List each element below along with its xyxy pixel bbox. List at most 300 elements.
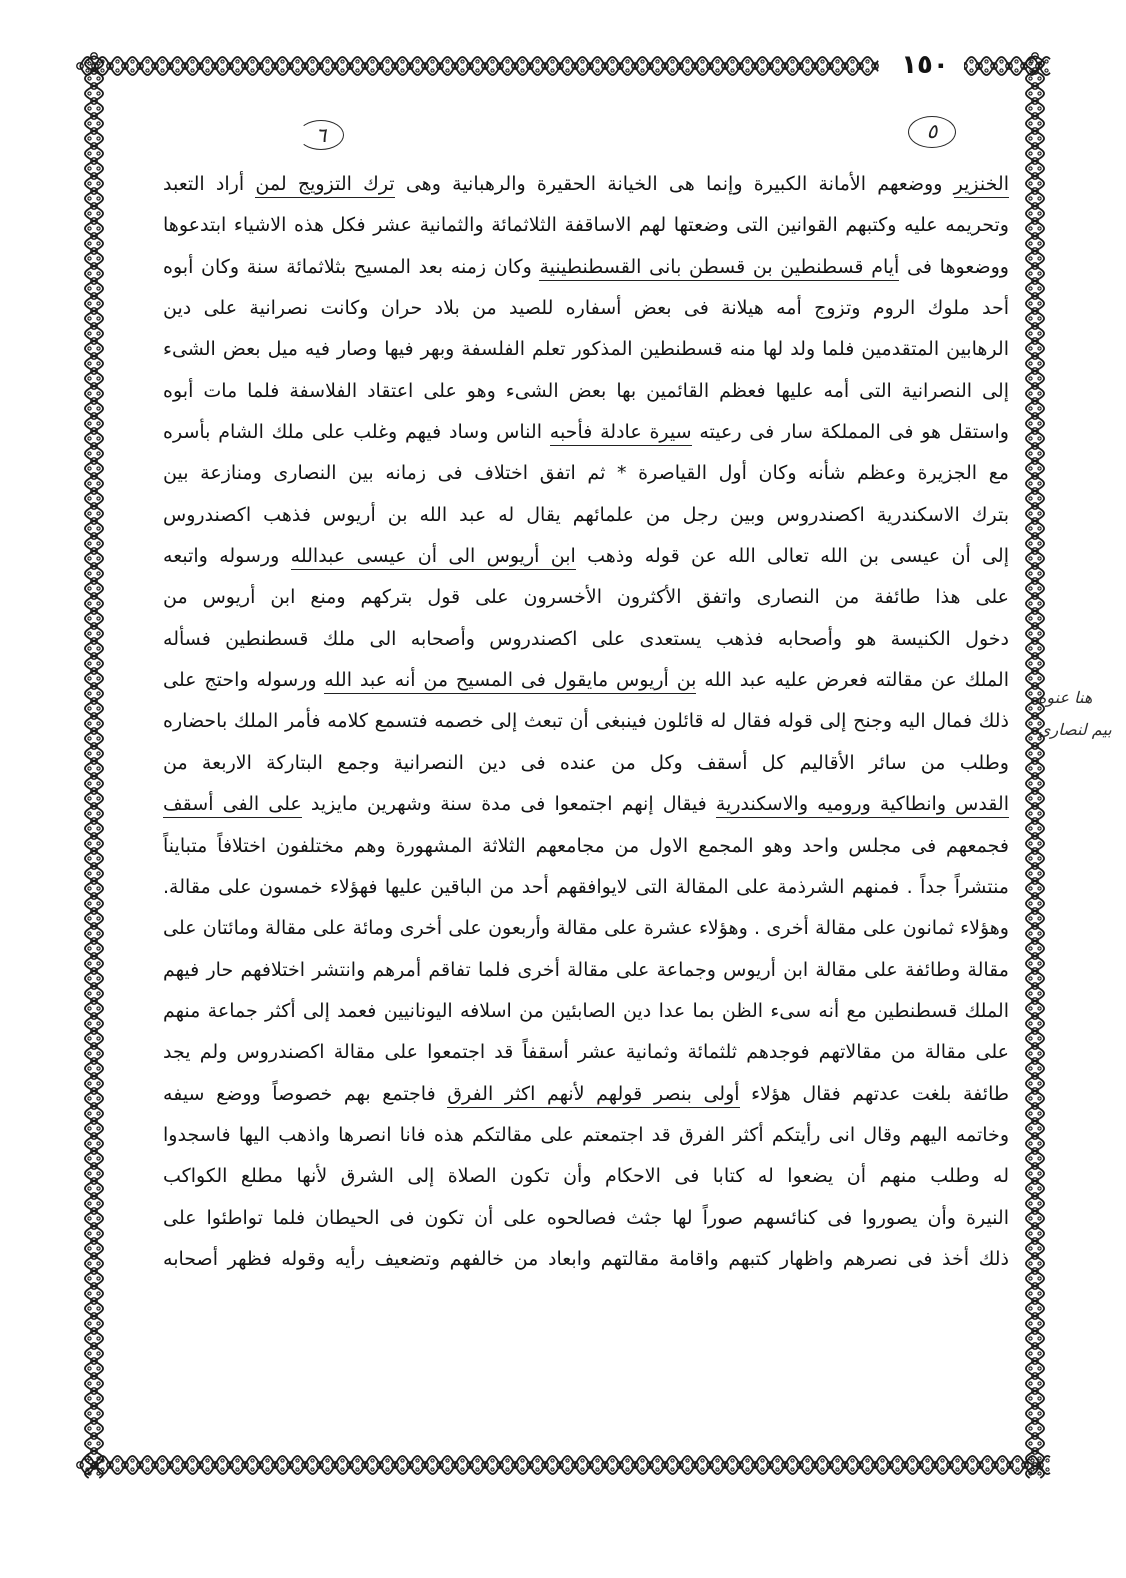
text-line bbox=[163, 247, 1009, 288]
border-bottom-curl bbox=[866, 1459, 869, 1462]
text-segment: أراد التعبد bbox=[163, 173, 256, 195]
text-segment: على هذا طائفة من النصارى واتفق الأكثرون الأخسرون على قول بتركهم ومنع ابن أريوس من bbox=[163, 586, 1009, 609]
border-right-curl bbox=[1038, 1202, 1041, 1205]
border-right-curl bbox=[1029, 182, 1032, 185]
border-top-curl bbox=[626, 60, 629, 63]
border-right-curl bbox=[1038, 107, 1041, 110]
border-top-curl bbox=[146, 60, 149, 63]
border-bottom-curl bbox=[566, 1468, 569, 1471]
border-right-curl bbox=[1038, 1352, 1041, 1355]
border-left-curl bbox=[97, 677, 100, 680]
text-segment: الناس وساد فيهم وغلب على ملك الشام بأسره bbox=[163, 421, 550, 444]
border-left-curl bbox=[97, 257, 100, 260]
border-top-curl bbox=[970, 69, 973, 72]
border-right-curl bbox=[1029, 1247, 1032, 1250]
border-right-curl bbox=[1038, 947, 1041, 950]
border-bottom-curl bbox=[521, 1459, 524, 1462]
border-left-curl bbox=[97, 497, 100, 500]
border-left-curl bbox=[97, 167, 100, 170]
border-left-curl bbox=[88, 1412, 91, 1415]
border-right-curl bbox=[1038, 1052, 1041, 1055]
border-right-curl bbox=[1029, 977, 1032, 980]
underlined-text: سيرة عادلة فأحبه bbox=[550, 421, 692, 446]
text-segment: فيقال إنهم اجتمعوا فى مدة سنة وشهرين مايزيد bbox=[301, 793, 716, 816]
text-segment: ووضعهم الأمانة الكبيرة وإنما هى الخيانة الحقيرة والرهبانية وهى bbox=[394, 173, 954, 195]
border-top-curl bbox=[401, 69, 404, 72]
border-bottom-curl bbox=[566, 1459, 569, 1462]
border-left-curl bbox=[88, 1172, 91, 1175]
border-bottom-curl bbox=[701, 1459, 704, 1462]
border-right-curl bbox=[1038, 287, 1041, 290]
border-top-curl bbox=[746, 60, 749, 63]
text-segment: على مقالة من مقالاتهم فوجدهم ثلثمائة وثمانية عشر أسقفاً قد اجتمعوا على مقالة اكصندروس ولم يجد bbox=[163, 1041, 1009, 1064]
border-left-curl bbox=[88, 722, 91, 725]
border-right-curl bbox=[1038, 917, 1041, 920]
border-left-curl bbox=[97, 77, 100, 80]
border-right-curl bbox=[1038, 887, 1041, 890]
border-right-curl bbox=[1029, 1097, 1032, 1100]
text-segment: ذلك أخذ فى نصرهم واظهار كتبهم واقامة مقالتهم وابعاد من خالفهم وتضعيف رأيه وقوله فظهر أصحابه bbox=[163, 1247, 1009, 1270]
border-bottom-curl bbox=[116, 1468, 119, 1471]
border-bottom-curl bbox=[881, 1468, 884, 1471]
border-top-curl bbox=[236, 60, 239, 63]
border-bottom-curl bbox=[146, 1468, 149, 1471]
border-bottom-curl bbox=[401, 1468, 404, 1471]
border-right-curl bbox=[1038, 1472, 1041, 1475]
border-bottom-curl bbox=[836, 1468, 839, 1471]
border-right-curl bbox=[1038, 167, 1041, 170]
border-left-curl bbox=[88, 767, 91, 770]
border-bottom-curl bbox=[131, 1459, 134, 1462]
border-bottom-curl bbox=[236, 1468, 239, 1471]
border-bottom-curl bbox=[821, 1468, 824, 1471]
border-right-curl bbox=[1038, 1157, 1041, 1160]
border-top-curl bbox=[566, 69, 569, 72]
border-left-curl bbox=[88, 92, 91, 95]
text-line bbox=[163, 701, 1009, 742]
border-left-curl bbox=[88, 272, 91, 275]
border-top-curl bbox=[731, 60, 734, 63]
border-left-curl bbox=[97, 152, 100, 155]
border-left-curl bbox=[88, 362, 91, 365]
border-right-curl bbox=[1038, 1067, 1041, 1070]
border-right-curl bbox=[1038, 77, 1041, 80]
border-right-curl bbox=[1029, 317, 1032, 320]
border-left-curl bbox=[88, 1097, 91, 1100]
text-line bbox=[163, 495, 1009, 536]
border-right-curl bbox=[1029, 557, 1032, 560]
border-right-curl bbox=[1029, 302, 1032, 305]
border-left-curl bbox=[88, 1127, 91, 1130]
border-left-curl bbox=[88, 242, 91, 245]
border-left-curl bbox=[97, 182, 100, 185]
border-left-curl bbox=[97, 332, 100, 335]
border-left-curl bbox=[97, 857, 100, 860]
margin-note-line: بيم لنصارى bbox=[1038, 720, 1112, 739]
border-left-curl bbox=[97, 377, 100, 380]
border-left-curl bbox=[88, 422, 91, 425]
border-bottom-curl bbox=[176, 1459, 179, 1462]
border-top-curl bbox=[401, 60, 404, 63]
border-left-curl bbox=[88, 1367, 91, 1370]
border-bottom-curl bbox=[731, 1459, 734, 1462]
border-left-curl bbox=[88, 782, 91, 785]
border-top-curl bbox=[1045, 69, 1048, 72]
border-left-curl bbox=[88, 632, 91, 635]
border-left-curl bbox=[97, 1352, 100, 1355]
border-bottom-curl bbox=[191, 1459, 194, 1462]
border-left-curl bbox=[97, 437, 100, 440]
border-left-curl bbox=[88, 287, 91, 290]
border-top-curl bbox=[581, 69, 584, 72]
border-left-curl bbox=[88, 1427, 91, 1430]
border-top-curl bbox=[161, 69, 164, 72]
border-left-curl bbox=[97, 707, 100, 710]
border-left-curl bbox=[88, 62, 91, 65]
border-right-curl bbox=[1038, 587, 1041, 590]
border-top-curl bbox=[506, 60, 509, 63]
border-bottom-curl bbox=[641, 1468, 644, 1471]
border-top-curl bbox=[86, 69, 89, 72]
border-left-curl bbox=[88, 827, 91, 830]
border-bottom-curl bbox=[716, 1468, 719, 1471]
border-top-curl bbox=[476, 60, 479, 63]
text-line bbox=[163, 1032, 1009, 1073]
border-right-curl bbox=[1029, 542, 1032, 545]
border-right-curl bbox=[1029, 1127, 1032, 1130]
border-left-curl bbox=[97, 917, 100, 920]
border-bottom-curl bbox=[641, 1459, 644, 1462]
border-left-curl bbox=[88, 77, 91, 80]
border-left-curl bbox=[88, 1112, 91, 1115]
border-bottom-curl bbox=[326, 1459, 329, 1462]
text-line bbox=[163, 288, 1009, 329]
border-left-curl bbox=[97, 932, 100, 935]
border-left-curl bbox=[97, 197, 100, 200]
border-right-curl bbox=[1038, 962, 1041, 965]
border-left-curl bbox=[97, 1007, 100, 1010]
border-left-curl bbox=[88, 437, 91, 440]
border-top-curl bbox=[731, 69, 734, 72]
border-top-curl bbox=[446, 60, 449, 63]
border-left-curl bbox=[88, 962, 91, 965]
border-right-curl bbox=[1029, 1037, 1032, 1040]
border-left-curl bbox=[97, 1202, 100, 1205]
border-top-curl bbox=[686, 69, 689, 72]
border-right-curl bbox=[1038, 1292, 1041, 1295]
border-bottom-curl bbox=[941, 1459, 944, 1462]
border-top-curl bbox=[806, 60, 809, 63]
border-left-curl bbox=[97, 452, 100, 455]
border-top-curl bbox=[716, 60, 719, 63]
border-right-curl bbox=[1038, 1127, 1041, 1130]
border-right-curl bbox=[1029, 752, 1032, 755]
border-right-curl bbox=[1029, 122, 1032, 125]
border-right-curl bbox=[1029, 482, 1032, 485]
border-left-curl bbox=[88, 1322, 91, 1325]
border-bottom-curl bbox=[656, 1459, 659, 1462]
border-bottom-curl bbox=[311, 1468, 314, 1471]
border-bottom-curl bbox=[686, 1459, 689, 1462]
border-left-curl bbox=[88, 1202, 91, 1205]
underlined-text: بن أريوس مايقول فى المسيح من أنه عبد الله bbox=[324, 669, 696, 694]
border-right-curl bbox=[1029, 617, 1032, 620]
border-left-curl bbox=[97, 797, 100, 800]
border-left-curl bbox=[88, 347, 91, 350]
border-bottom-curl bbox=[446, 1468, 449, 1471]
text-line bbox=[163, 1115, 1009, 1156]
border-right-curl bbox=[1038, 1112, 1041, 1115]
text-line bbox=[163, 1156, 1009, 1197]
border-right-curl bbox=[1038, 872, 1041, 875]
border-right-curl bbox=[1029, 572, 1032, 575]
text-segment: وتحريمه عليه وكتبهم القوانين التى وضعتها لهم الاساقفة الثلاثمائة والثمانية عشر فكل هذه الاشياء ابتدعوها bbox=[163, 214, 1009, 237]
border-right-curl bbox=[1038, 977, 1041, 980]
underlined-text: ابن أريوس الى أن عيسى عبدالله bbox=[291, 545, 576, 570]
border-right-curl bbox=[1038, 857, 1041, 860]
border-bottom-curl bbox=[581, 1468, 584, 1471]
border-bottom-curl bbox=[161, 1468, 164, 1471]
border-right-curl bbox=[1029, 1442, 1032, 1445]
border-top-curl bbox=[161, 60, 164, 63]
border-right-curl bbox=[1038, 302, 1041, 305]
border-left-curl bbox=[88, 512, 91, 515]
border-left-curl bbox=[97, 812, 100, 815]
border-top-curl bbox=[641, 60, 644, 63]
border-left-curl bbox=[88, 737, 91, 740]
border-top-curl bbox=[386, 69, 389, 72]
border-left-curl bbox=[97, 212, 100, 215]
border-bottom-curl bbox=[206, 1459, 209, 1462]
border-right-curl bbox=[1029, 887, 1032, 890]
border-left-curl bbox=[88, 377, 91, 380]
border-top-curl bbox=[836, 60, 839, 63]
border-top-curl bbox=[761, 60, 764, 63]
border-left-curl bbox=[97, 302, 100, 305]
body-text bbox=[163, 164, 1009, 1280]
border-top-curl bbox=[1015, 60, 1018, 63]
border-right-curl bbox=[1029, 1217, 1032, 1220]
border-bottom-curl bbox=[281, 1459, 284, 1462]
text-segment: إلى أن عيسى بن الله تعالى الله عن قوله وذهب bbox=[575, 545, 1009, 568]
border-left-curl bbox=[88, 617, 91, 620]
border-top-curl bbox=[116, 69, 119, 72]
border-bottom-curl bbox=[251, 1459, 254, 1462]
border-top-curl bbox=[326, 60, 329, 63]
border-left-curl bbox=[97, 1292, 100, 1295]
border-right-curl bbox=[1038, 827, 1041, 830]
border-right-curl bbox=[1038, 542, 1041, 545]
border-right-curl bbox=[1038, 662, 1041, 665]
border-right-curl bbox=[1029, 167, 1032, 170]
border-right-curl bbox=[1038, 1022, 1041, 1025]
border-right-curl bbox=[1038, 1412, 1041, 1415]
border-bottom-curl bbox=[896, 1468, 899, 1471]
border-top-curl bbox=[311, 60, 314, 63]
border-left-curl bbox=[88, 842, 91, 845]
border-left-curl bbox=[97, 587, 100, 590]
border-right-curl bbox=[1038, 842, 1041, 845]
border-left-curl bbox=[88, 1082, 91, 1085]
border-left-curl bbox=[97, 272, 100, 275]
border-bottom-curl bbox=[536, 1468, 539, 1471]
border-right-curl bbox=[1038, 122, 1041, 125]
border-top-curl bbox=[521, 69, 524, 72]
border-left-curl bbox=[88, 1382, 91, 1385]
border-left-curl bbox=[97, 1427, 100, 1430]
border-top-curl bbox=[146, 69, 149, 72]
underlined-text: الخنزير bbox=[954, 173, 1009, 198]
section-marker-circled: ٦ bbox=[298, 120, 344, 150]
border-right-curl bbox=[1029, 1412, 1032, 1415]
text-line bbox=[163, 412, 1009, 453]
border-top-curl bbox=[281, 60, 284, 63]
border-right-curl bbox=[1038, 1007, 1041, 1010]
border-left-curl bbox=[88, 872, 91, 875]
border-bottom-curl bbox=[686, 1468, 689, 1471]
border-right-curl bbox=[1029, 932, 1032, 935]
border-left-curl bbox=[97, 872, 100, 875]
border-right-curl bbox=[1038, 1247, 1041, 1250]
border-left-curl bbox=[97, 1142, 100, 1145]
text-segment: وخاتمه اليهم وقال انى رأيتكم أكثر الفرق قد اجتمعتم على مقالتكم هذه فانا انصرها واذهب اليها فاسجدوا bbox=[163, 1123, 1009, 1146]
border-right-curl bbox=[1038, 212, 1041, 215]
border-top-curl bbox=[791, 69, 794, 72]
border-top-curl bbox=[131, 60, 134, 63]
border-bottom-curl bbox=[296, 1468, 299, 1471]
border-top-curl bbox=[206, 60, 209, 63]
border-top-curl bbox=[581, 60, 584, 63]
border-top-curl bbox=[251, 60, 254, 63]
border-left-curl bbox=[97, 122, 100, 125]
border-right-curl bbox=[1029, 347, 1032, 350]
border-left-curl bbox=[97, 767, 100, 770]
border-top-curl bbox=[806, 69, 809, 72]
border-bottom-curl bbox=[506, 1468, 509, 1471]
border-right-curl bbox=[1029, 1292, 1032, 1295]
border-left-curl bbox=[88, 527, 91, 530]
border-bottom-curl bbox=[416, 1468, 419, 1471]
border-right-curl bbox=[1038, 782, 1041, 785]
border-right-curl bbox=[1029, 377, 1032, 380]
border-top-curl bbox=[701, 60, 704, 63]
border-right-curl bbox=[1029, 497, 1032, 500]
border-right-curl bbox=[1029, 62, 1032, 65]
border-left-curl bbox=[88, 812, 91, 815]
border-right-curl bbox=[1029, 857, 1032, 860]
border-right-curl bbox=[1038, 572, 1041, 575]
border-bottom-curl bbox=[1016, 1468, 1019, 1471]
border-right-curl bbox=[1038, 902, 1041, 905]
text-segment: ووضعوها فى bbox=[899, 255, 1009, 278]
border-bottom-curl bbox=[431, 1459, 434, 1462]
border-right-curl bbox=[1029, 1172, 1032, 1175]
border-top-curl bbox=[596, 60, 599, 63]
border-left-curl bbox=[88, 1442, 91, 1445]
border-bottom-curl bbox=[281, 1468, 284, 1471]
border-bottom-curl bbox=[1046, 1459, 1049, 1462]
border-top-curl bbox=[566, 60, 569, 63]
text-segment: ذلك فمال اليه وجنح إلى قوله فقال له قائلون فينبغى أن تبعث إلى خصمه فتسمع كلامه فأمر الملك باحضاره bbox=[163, 710, 1009, 733]
border-left-curl bbox=[97, 1067, 100, 1070]
border-right-curl bbox=[1029, 782, 1032, 785]
border-right-curl bbox=[1038, 227, 1041, 230]
border-left-curl bbox=[97, 347, 100, 350]
border-left-curl bbox=[88, 122, 91, 125]
border-bottom-curl bbox=[776, 1459, 779, 1462]
border-bottom-curl bbox=[356, 1468, 359, 1471]
text-segment: طائفة بلغت عدتهم فقال هؤلاء bbox=[739, 1082, 1009, 1105]
border-left-curl bbox=[97, 572, 100, 575]
border-right-curl bbox=[1029, 677, 1032, 680]
text-line bbox=[163, 743, 1009, 784]
border-right-curl bbox=[1029, 812, 1032, 815]
border-left-curl bbox=[88, 977, 91, 980]
border-top-curl bbox=[1000, 60, 1003, 63]
border-top-curl bbox=[221, 60, 224, 63]
border-right-curl bbox=[1029, 632, 1032, 635]
border-right-curl bbox=[1029, 1382, 1032, 1385]
border-right-curl bbox=[1038, 1442, 1041, 1445]
border-right-curl bbox=[1038, 992, 1041, 995]
border-bottom-curl bbox=[821, 1459, 824, 1462]
underlined-text: على الفى أسقف bbox=[163, 793, 302, 818]
border-bottom-curl bbox=[1001, 1468, 1004, 1471]
border-bottom-curl bbox=[806, 1459, 809, 1462]
border-right-curl bbox=[1038, 182, 1041, 185]
border-top-curl bbox=[431, 69, 434, 72]
border-top-curl bbox=[611, 69, 614, 72]
border-top-curl bbox=[326, 69, 329, 72]
border-right-curl bbox=[1029, 227, 1032, 230]
border-bottom-curl bbox=[851, 1468, 854, 1471]
border-top-curl bbox=[1015, 69, 1018, 72]
border-top-curl bbox=[671, 69, 674, 72]
border-right-curl bbox=[1038, 617, 1041, 620]
border-right-curl bbox=[1038, 632, 1041, 635]
border-left-curl bbox=[88, 707, 91, 710]
border-right-curl bbox=[1029, 467, 1032, 470]
border-bottom-curl bbox=[611, 1468, 614, 1471]
border-left-curl bbox=[97, 1262, 100, 1265]
border-left-curl bbox=[97, 1247, 100, 1250]
border-left-curl bbox=[97, 977, 100, 980]
border-bottom-curl bbox=[206, 1468, 209, 1471]
border-right-curl bbox=[1029, 1427, 1032, 1430]
border-left-curl bbox=[88, 572, 91, 575]
underlined-text: أيام قسطنطين بن قسطن بانى القسطنطينية bbox=[539, 256, 899, 281]
border-right-curl bbox=[1038, 647, 1041, 650]
text-line bbox=[163, 1074, 1009, 1115]
border-right-curl bbox=[1038, 512, 1041, 515]
border-top-curl bbox=[746, 69, 749, 72]
border-bottom-curl bbox=[476, 1459, 479, 1462]
border-right-curl bbox=[1029, 437, 1032, 440]
border-right-curl bbox=[1029, 1277, 1032, 1280]
text-segment: النيرة وأن يصوروا فى كنائسهم صوراً لها جثث فصالحوه على أن تكون فى الحيطان فلما تواطئوا على bbox=[163, 1206, 1009, 1229]
text-line bbox=[163, 329, 1009, 370]
border-top-curl bbox=[221, 69, 224, 72]
border-bottom-curl bbox=[266, 1468, 269, 1471]
border-top-curl bbox=[356, 69, 359, 72]
border-left-curl bbox=[97, 962, 100, 965]
border-left-curl bbox=[97, 662, 100, 665]
border-left-curl bbox=[97, 602, 100, 605]
border-left-curl bbox=[88, 1007, 91, 1010]
border-left-curl bbox=[97, 227, 100, 230]
text-segment: أحد ملوك الروم وتزوج أمه هيلانة فى بعض أسفاره للصيد من بلاد حران وكانت نصرانية على دين bbox=[163, 297, 1009, 320]
border-bottom-curl bbox=[491, 1459, 494, 1462]
